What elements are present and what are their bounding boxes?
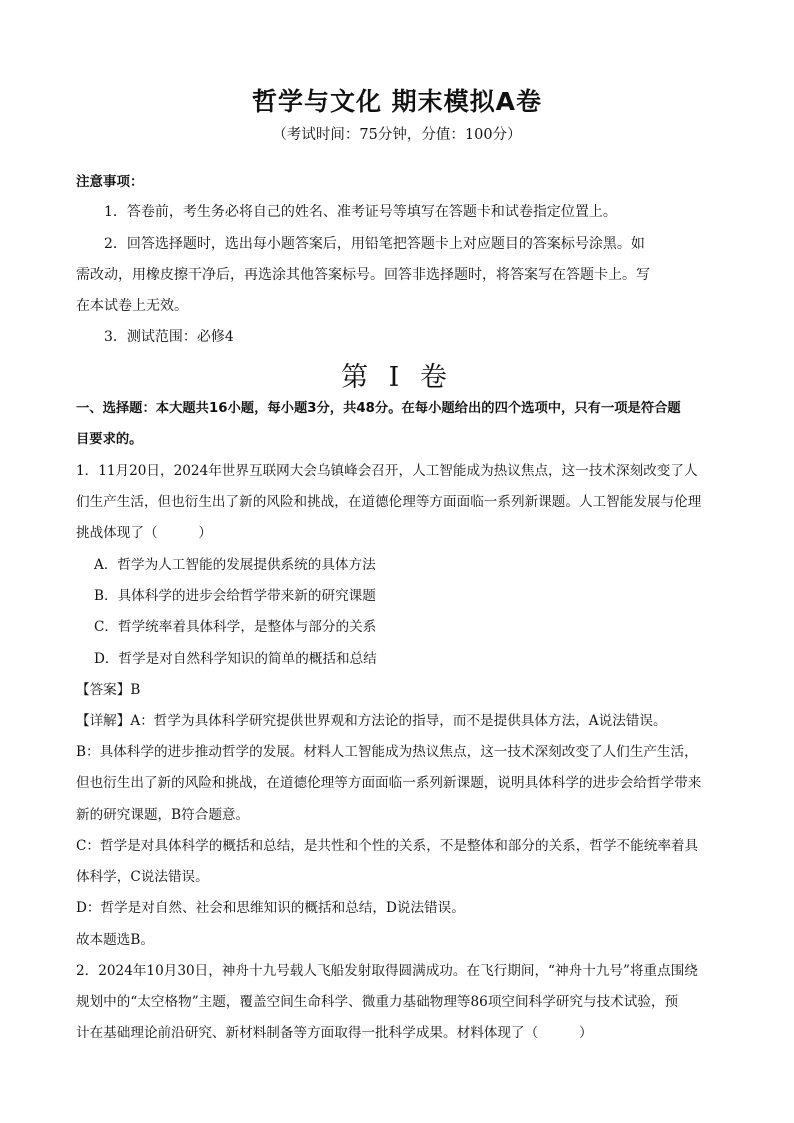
q2-stem-line-2: 规划中的“太空格物”主题，覆盖空间生命科学、微重力基础物理等86项空间科学研究与技术试验，预 xyxy=(76,994,679,1010)
part1-heading-line-1: 一、选择题：本大题共16小题，每小题3分，共48分。在每小题给出的四个选项中，只有一项是符合题 xyxy=(76,401,681,416)
q1-detail-line-7: D：哲学是对自然、社会和思维知识的概括和总结，D说法错误。 xyxy=(76,900,465,916)
exam-info-subtitle: （考试时间：75分钟，分值：100分） xyxy=(272,127,522,143)
q1-detail-line-4: 新的研究课题，B符合题意。 xyxy=(76,807,250,823)
q2-stem-line-3: 计在基础理论前沿研究、新材料制备等方面取得一批科学成果。材料体现了（ ） xyxy=(76,1025,593,1041)
q1-answer: 【答案】B xyxy=(76,682,141,698)
part1-heading-line-2: 目要求的。 xyxy=(76,432,143,447)
notice-heading: 注意事项： xyxy=(76,174,144,190)
q1-stem-line-2: 们生产生活，但也衍生出了新的风险和挑战，在道德伦理等方面面临一系列新课题。人工智能发展与伦理 xyxy=(76,494,702,510)
page-title: 哲学与文化 期末模拟A卷 xyxy=(251,87,543,116)
section-title: 第 I 卷 xyxy=(341,362,453,393)
q1-detail-line-1: 【详解】A：哲学为具体科学研究提供世界观和方法论的指导，而不是提供具体方法，A说法错误。 xyxy=(76,713,667,729)
notice-item-2-line-2: 需改动，用橡皮擦干净后，再选涂其他答案标号。回答非选择题时，将答案写在答题卡上。写 xyxy=(76,267,650,283)
q1-detail-line-5: C：哲学是对具体科学的概括和总结，是共性和个性的关系，不是整体和部分的关系，哲学不能统率着具 xyxy=(76,838,699,854)
q1-option-b: B．具体科学的进步会给哲学带来新的研究课题 xyxy=(94,588,376,604)
notice-item-1: 1．答卷前，考生务必将自己的姓名、准考证号等填写在答题卡和试卷指定位置上。 xyxy=(104,204,617,220)
q1-detail-line-2: B：具体科学的进步推动哲学的发展。材料人工智能成为热议焦点，这一技术深刻改变了人们生产生活， xyxy=(76,744,698,760)
q1-detail-line-3: 但也衍生出了新的风险和挑战，在道德伦理等方面面临一系列新课题，说明具体科学的进步会给哲学带来 xyxy=(76,775,702,791)
q2-stem-line-1: 2．2024年10月30日，神舟十九号载人飞船发射取得圆满成功。在飞行期间，“神舟十九号”将重点围绕 xyxy=(76,963,698,979)
q1-option-a: A．哲学为人工智能的发展提供系统的具体方法 xyxy=(94,557,376,573)
notice-item-2-line-1: 2．回答选择题时，选出每小题答案后，用铅笔把答题卡上对应题目的答案标号涂黑。如 xyxy=(104,236,645,252)
notice-item-3: 3．测试范围：必修4 xyxy=(104,329,234,345)
q1-detail-line-8: 故本题选B。 xyxy=(76,932,154,948)
q1-option-c: C．哲学统率着具体科学，是整体与部分的关系 xyxy=(94,619,377,635)
q1-stem-line-3: 挑战体现了（ ） xyxy=(76,525,212,541)
notice-item-2-line-3: 在本试卷上无效。 xyxy=(76,298,188,314)
q1-option-d: D．哲学是对自然科学知识的简单的概括和总结 xyxy=(94,651,377,667)
q1-stem-line-1: 1．11月20日，2024年世界互联网大会乌镇峰会召开，人工智能成为热议焦点，这一技术深刻改变了人 xyxy=(76,463,698,479)
q1-detail-line-6: 体科学，C说法错误。 xyxy=(76,869,209,885)
